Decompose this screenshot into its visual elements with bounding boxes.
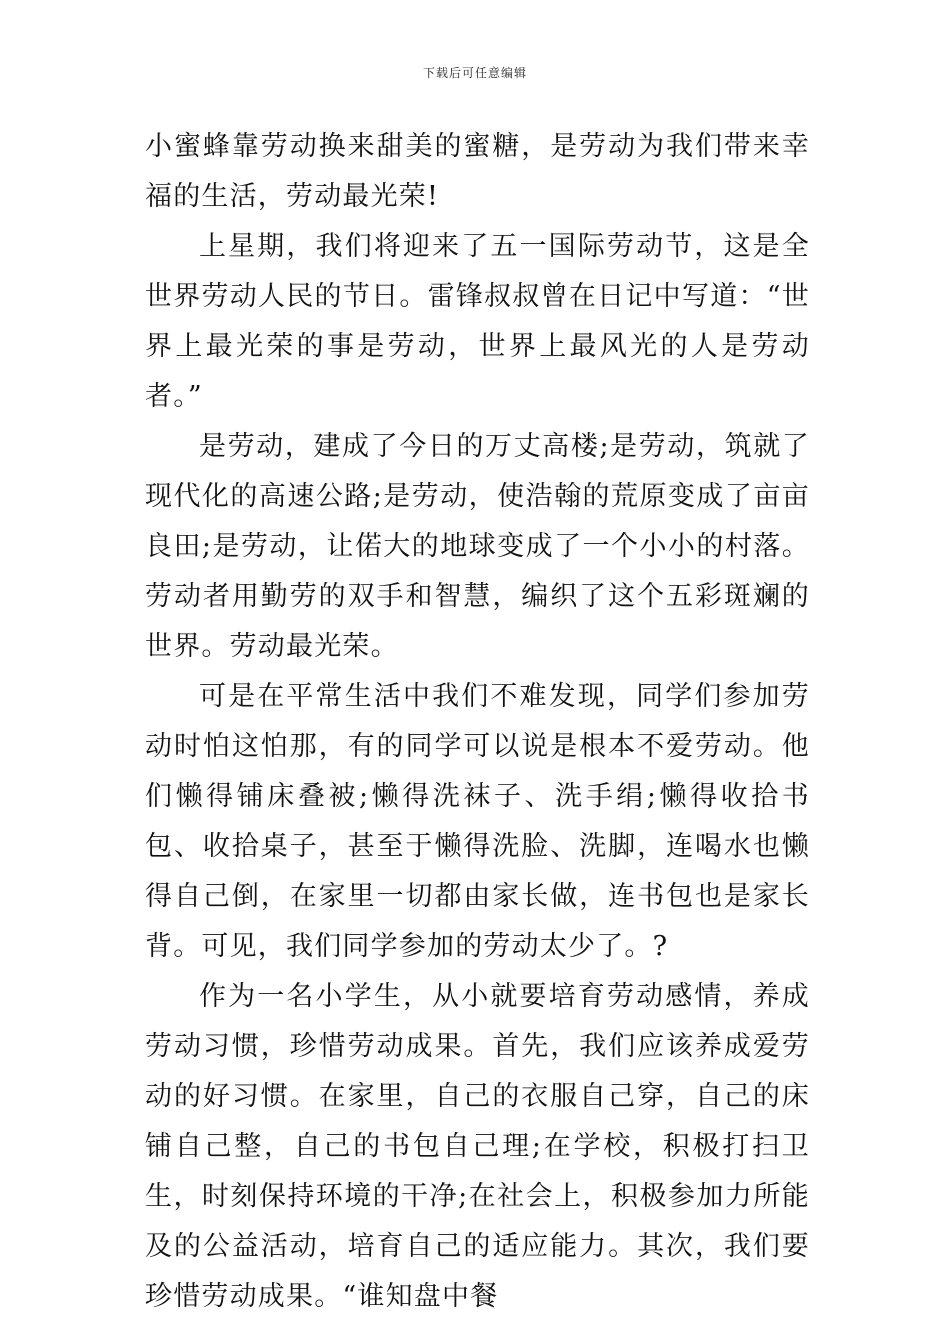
page-header: 下载后可任意编辑 — [422, 66, 527, 80]
paragraph-students-lazy: 可是在平常生活中我们不难发现，同学们参加劳动时怕这怕那，有的同学可以说是根本不爱劳动。他们懒得铺床叠被;懒得洗袜子、洗手绢;懒得收拾书包、收拾桌子，甚至于懒得洗脸、洗脚，连喝水也懒得自己倒，在家里一切都由家长做，连书包也是家长背。可见，我们同学参加的劳动太少了。? — [145, 681, 810, 962]
paragraph-labor-builds: 是劳动，建成了今日的万丈高楼;是劳动，筑就了现代化的高速公路;是劳动，使浩翰的荒原变成了亩亩良田;是劳动，让偌大的地球变成了一个小小的村落。劳动者用勤劳的双手和智慧，编织了这个五彩斑斓的世界。劳动最光荣。 — [145, 431, 810, 662]
paragraph-continuation: 小蜜蜂靠劳动换来甜美的蜜糖，是劳动为我们带来幸福的生活，劳动最光荣! — [145, 131, 810, 212]
paragraph-labor-day: 上星期，我们将迎来了五一国际劳动节，这是全世界劳动人民的节日。雷锋叔叔曾在日记中写道：“世界上最光荣的事是劳动，世界上最风光的人是劳动者。” — [145, 231, 810, 412]
paragraph-pupil-duty: 作为一名小学生，从小就要培育劳动感情，养成劳动习惯，珍惜劳动成果。首先，我们应该养成爱劳动的好习惯。在家里，自己的衣服自己穿，自己的床铺自己整，自己的书包自己理;在学校，积极打扫卫生，时刻保持环境的干净;在社会上，积极参加力所能及的公益活动，培育自己的适应能力。其次，我们要珍惜劳动成果。“谁知盘中餐 — [145, 981, 810, 1312]
document-body — [145, 122, 810, 1322]
